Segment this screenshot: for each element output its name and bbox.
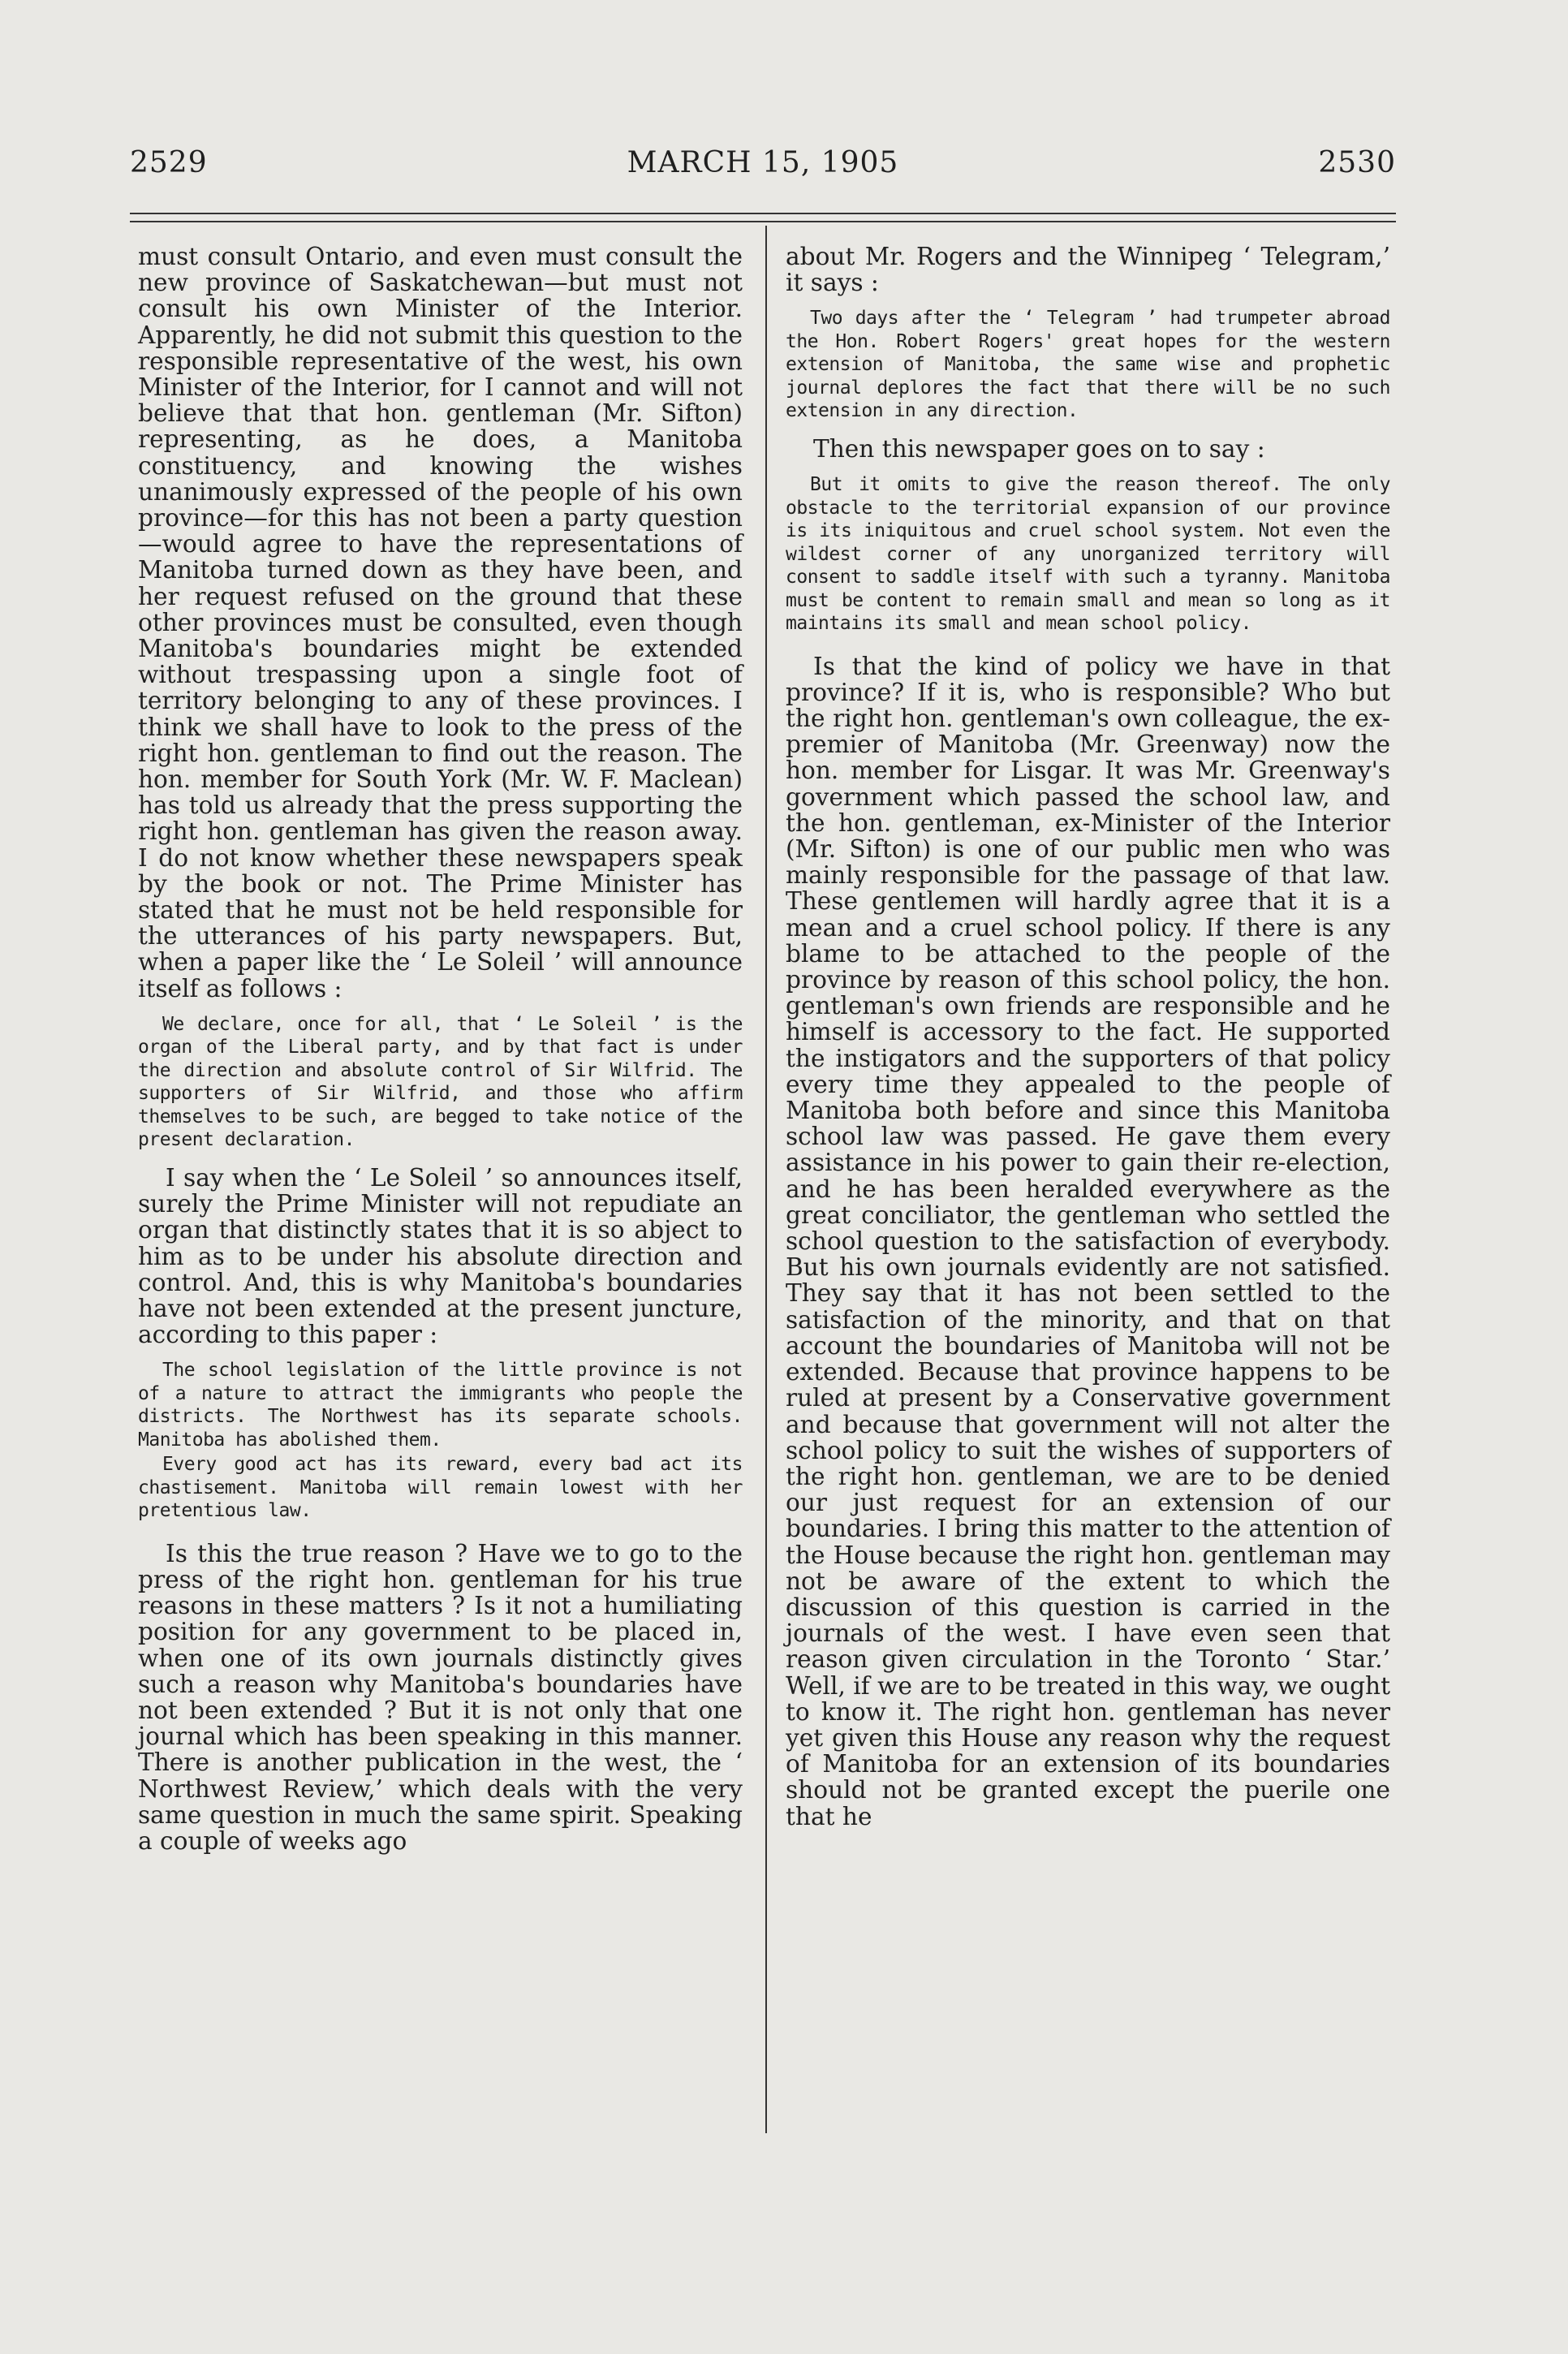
page-date: MARCH 15, 1905 [627, 146, 899, 179]
page-number-left: 2529 [130, 146, 208, 179]
right-paragraph-3: Is that the kind of policy we have in that province? If it is, who is responsible? Who but the right hon. gentleman's own colleague, the ex-premier of Manitoba (Mr. Greenway) now the hon. member for Lisgar. It was Mr. Greenway's government which passed the school law, and the hon. gentleman, ex-Minister of the Interior (Mr. Sifton) is one of our public men who was mainly responsible for the passage of that law. These gentlemen will hardly agree that it is a mean and a cruel school policy. If there is any blame to be attached to the people of the province by reason of this school policy, the hon. gentleman's own friends are responsible and he himself is accessory to the fact. He supported the instigators and the supporters of that policy every time they appealed to the people of Manitoba both before and since this Manitoba school law was passed. He gave them every assistance in his power to gain their re-election, and he has been heralded everywhere as the great conciliator, the gentleman who settled the school question to the satisfaction of everybody. But his own journals evidently are not satisfied. They say that it has not been settled to the satisfaction of the minority, and that on that account the boundaries of Manitoba will not be extended. Because that province happens to be ruled at present by a Conservative government and because that government will not alter the school policy to suit the wishes of supporters of the right hon. gentleman, we are to be denied our just request for an extension of our boundaries. I bring this matter to the attention of the House because the right hon. gentleman may not be aware of the extent to which the discussion of this question is carried in the journals of the west. I have even seen that reason given circulation in the Toronto ‘ Star.’ Well, if we are to be treated in this way, we ought to know it. The right hon. gentleman has never yet given this House any reason why the request of Manitoba for an extension of its boundaries should not be granted except the puerile one that he [786, 652, 1390, 1830]
page-header [130, 146, 1396, 195]
page-number-right: 2530 [1318, 146, 1396, 179]
column-divider [765, 226, 767, 2133]
left-paragraph-3: Is this the true reason ? Have we to go to the press of the right hon. gentleman for his true reasons in these matters ? Is it not a humiliating position for any government to be placed in, when one of its own journals distinctly gives such a reason why Manitoba's boundaries have not been extended ? But it is not only that one journal which has been speaking in this manner. There is another publication in the west, the ‘ Northwest Review,’ which deals with the very same question in much the same spirit. Speaking a couple of weeks ago [138, 1539, 743, 1856]
left-quote-school-legislation: The school legislation of the little province is not of a nature to attract the immigrants who people the districts. The Northwest has its separate schools. Manitoba has abolished them. [138, 1360, 743, 1451]
header-rule-top [130, 213, 1396, 214]
left-quote-good-act: Every good act has its reward, every bad act its chastisement. Manitoba will remain lowest with her pretentious law. [138, 1454, 743, 1522]
right-column [786, 244, 1390, 1830]
right-quote-telegram: Two days after the ‘ Telegram ’ had trumpeter abroad the Hon. Robert Rogers' great hopes for the western extension of Manitoba, the same wise and prophetic journal deplores the fact that there will be no such extension in any direction. [786, 308, 1390, 422]
right-paragraph-2: Then this newspaper goes on to say : [813, 434, 1265, 463]
header-rule-bottom [130, 221, 1396, 222]
left-column [138, 244, 743, 1854]
left-quote-le-soleil: We declare, once for all, that ‘ Le Soleil ’ is the organ of the Liberal party, and by that fact is under the direction and absolute control of Sir Wilfrid. The supporters of Sir Wilfrid, and those who affirm themselves to be such, are begged to take notice of the present declaration. [138, 1013, 743, 1151]
left-paragraph-1: must consult Ontario, and even must consult the new province of Saskatchewan—but must not consult his own Minister of the Interior. Apparently, he did not submit this question to the responsible representative of the west, his own Minister of the Interior, for I cannot and will not believe that that hon. gentleman (Mr. Sifton) representing, as he does, a Manitoba constituency, and knowing the wishes unanimously expressed of the people of his own province—for this has not been a party question—would agree to have the representations of Manitoba turned down as they have been, and her request refused on the ground that these other provinces must be consulted, even though Manitoba's boundaries might be extended without trespassing upon a single foot of territory belonging to any of these provinces. I think we shall have to look to the press of the right hon. gentleman to find out the reason. The hon. member for South York (Mr. W. F. Maclean) has told us already that the press supporting the right hon. gentleman has given the reason away. I do not know whether these newspapers speak by the book or not. The Prime Minister has stated that he must not be held responsible for the utterances of his party newspapers. But, when a paper like the ‘ Le Soleil ’ will announce itself as follows : [138, 243, 743, 1002]
right-paragraph-1: about Mr. Rogers and the Winnipeg ‘ Telegram,’ it says : [786, 243, 1390, 297]
left-paragraph-2: I say when the ‘ Le Soleil ’ so announces itself, surely the Prime Minister will not repudiate an organ that distinctly states that it is so abject to him as to be under his absolute direction and control. And, this is why Manitoba's boundaries have not been extended at the present juncture, according to this paper : [138, 1163, 743, 1349]
right-quote-northwest-review: But it omits to give the reason thereof. The only obstacle to the territorial expansion of our province is its iniquitous and cruel school system. Not even the wildest corner of any unorganized territory will consent to saddle itself with such a tyranny. Manitoba must be content to remain small and mean so long as it maintains its small and mean school policy. [786, 474, 1390, 635]
